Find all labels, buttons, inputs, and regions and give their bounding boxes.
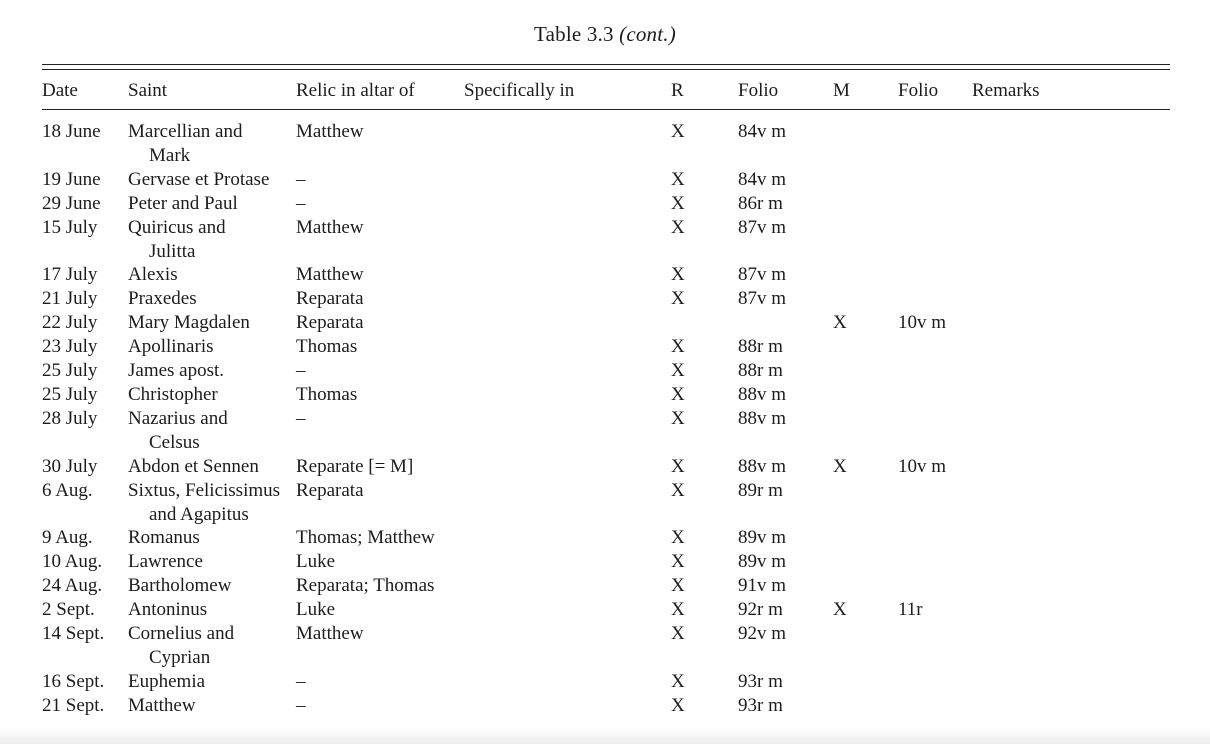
cell-folio-r: 88r m [738,336,783,358]
saint-name-line: Sixtus, Felicissimus [128,479,281,501]
cell-relic: – [296,360,306,381]
cell-folio-r: 92r m [738,599,783,620]
cell-date: 2 Sept. [42,599,95,620]
cell-folio-r: 87v m [738,288,787,310]
cell-date: 17 July [42,264,98,286]
cell-folio-m: 10v m [898,455,947,477]
cell-saint [128,479,280,527]
cell-r-mark: X [671,336,685,358]
cell-saint [128,168,269,192]
cell-saint [128,526,200,550]
cell-r-mark: X [671,383,685,405]
cell-saint [128,263,178,287]
header-rule [42,109,1170,110]
cell-m-mark: X [833,312,847,334]
cell-relic: Thomas [296,336,358,358]
saint-name-line: Marcellian and [128,121,243,142]
cell-saint [128,598,207,622]
cell-relic: – [296,694,306,716]
cell-r-mark: X [671,551,685,573]
saint-name-line: Christopher [128,383,218,405]
cell-date: 15 July [42,216,98,238]
saint-name-line: Euphemia [128,670,206,692]
cell-saint [128,192,238,216]
cell-folio-r: 92v m [738,622,787,644]
cell-relic: Thomas; Matthew [296,527,435,549]
cell-folio-r: 87v m [738,264,787,286]
cell-date: 21 July [42,288,98,310]
caption-title: Table 3.3 [534,22,614,46]
cell-saint [128,383,218,407]
cell-folio-m: 11r [898,599,923,620]
cell-folio-r: 84v m [738,168,787,190]
cell-folio-r: 91v m [738,575,787,597]
saint-name-line: Praxedes [128,288,197,310]
cell-r-mark: X [671,599,685,620]
cell-date: 21 Sept. [42,694,105,716]
saint-name-continuation: Celsus [149,431,200,453]
header-specifically: Specifically in [464,80,575,101]
cell-relic: – [296,670,306,692]
cell-date: 25 July [42,360,98,381]
saint-name-line: Cornelius and [128,622,235,644]
cell-date: 25 July [42,383,98,405]
cell-relic: – [296,168,306,190]
cell-m-mark: X [833,599,847,620]
cell-relic: Thomas [296,383,358,405]
cell-folio-r: 93r m [738,670,783,692]
cell-saint [128,335,214,359]
cell-date: 23 July [42,336,98,358]
header-remarks: Remarks [972,80,1040,101]
cell-relic: – [296,407,306,429]
saint-name-line: Gervase et Protase [128,168,270,190]
cell-folio-r: 89v m [738,527,787,549]
cell-relic: Reparata [296,312,364,334]
saint-name-line: Antoninus [128,599,208,620]
saint-name-line: Abdon et Sennen [128,455,259,477]
header-relic: Relic in altar of [296,80,415,101]
cell-saint [128,670,205,694]
saint-name-line: Mary Magdalen [128,312,250,334]
cell-relic: Luke [296,551,336,573]
cell-folio-r: 88v m [738,407,787,429]
cell-saint [128,455,259,479]
cell-r-mark: X [671,479,685,501]
cell-m-mark: X [833,455,847,477]
cell-folio-r: 88r m [738,360,783,381]
cell-r-mark: X [671,216,685,238]
cell-saint [128,622,234,670]
cell-date: 30 July [42,455,98,477]
top-rule-lower [42,69,1170,70]
cell-date: 22 July [42,312,98,334]
cell-r-mark: X [671,694,685,716]
cell-saint [128,216,226,264]
cell-r-mark: X [671,192,685,214]
cell-saint [128,550,203,574]
cell-r-mark: X [671,168,685,190]
top-rule-upper [42,64,1170,65]
cell-folio-r: 88v m [738,455,787,477]
cell-folio-r: 89v m [738,551,787,573]
cell-saint [128,407,228,455]
saint-name-line: Bartholomew [128,575,232,597]
cell-folio-r: 88v m [738,383,787,405]
cell-r-mark: X [671,121,685,142]
cell-r-mark: X [671,527,685,549]
saint-name-line: Nazarius and [128,407,228,429]
saint-name-line: Lawrence [128,551,203,573]
saint-name-continuation: Julitta [149,240,196,262]
cell-saint [128,694,196,718]
cell-folio-m: 10v m [898,312,947,334]
saint-name-continuation: Cyprian [149,646,211,668]
header-folio-m: Folio [898,80,939,101]
cell-date: 14 Sept. [42,622,105,644]
cell-relic: Reparate [= M] [296,455,414,477]
saint-name-line: Apollinaris [128,336,214,358]
cell-r-mark: X [671,407,685,429]
saint-name-line: Quiricus and [128,216,226,238]
cell-folio-r: 89r m [738,479,783,501]
saint-name-line: James apost. [128,360,225,381]
header-date: Date [42,80,78,101]
cell-date: 19 June [42,168,101,190]
cell-date: 9 Aug. [42,527,93,549]
cell-r-mark: X [671,670,685,692]
saint-name-line: Peter and Paul [128,192,238,214]
saint-name-line: Alexis [128,264,178,286]
cell-r-mark: X [671,455,685,477]
cell-saint [128,287,197,311]
cell-relic: Matthew [296,216,364,238]
saint-name-line: Matthew [128,694,196,716]
cell-relic: Luke [296,599,336,620]
cell-saint [128,574,231,598]
cell-folio-r: 86r m [738,192,783,214]
saint-name-line: Romanus [128,527,200,549]
cell-relic: Matthew [296,121,364,142]
cell-folio-r: 93r m [738,694,783,716]
header-saint: Saint [128,80,168,101]
cell-relic: Reparata [296,288,364,310]
cell-date: 24 Aug. [42,575,103,597]
cell-relic: – [296,192,306,214]
header-folio-r: Folio [738,80,779,101]
cell-relic: Reparata; Thomas [296,575,435,597]
cell-saint [128,359,224,383]
cell-date: 10 Aug. [42,551,103,573]
cell-date: 29 June [42,192,101,214]
cell-date: 16 Sept. [42,670,105,692]
cell-folio-r: 84v m [738,121,787,142]
cell-r-mark: X [671,360,685,381]
cell-saint [128,311,250,335]
cell-relic: Matthew [296,264,364,286]
cell-folio-r: 87v m [738,216,787,238]
cell-relic: Matthew [296,622,364,644]
caption-continued: (cont.) [619,22,676,46]
page-edge-shadow [0,728,1210,744]
cell-saint [128,120,242,168]
table-caption [0,22,1210,47]
saint-name-continuation: and Agapitus [149,503,249,525]
saint-name-continuation: Mark [149,145,191,166]
cell-date: 18 June [42,121,101,142]
cell-date: 28 July [42,407,98,429]
cell-r-mark: X [671,575,685,597]
cell-r-mark: X [671,288,685,310]
cell-r-mark: X [671,264,685,286]
cell-relic: Reparata [296,479,364,501]
cell-r-mark: X [671,622,685,644]
cell-date: 6 Aug. [42,479,93,501]
header-m: M [833,80,850,101]
header-r: R [671,80,684,101]
